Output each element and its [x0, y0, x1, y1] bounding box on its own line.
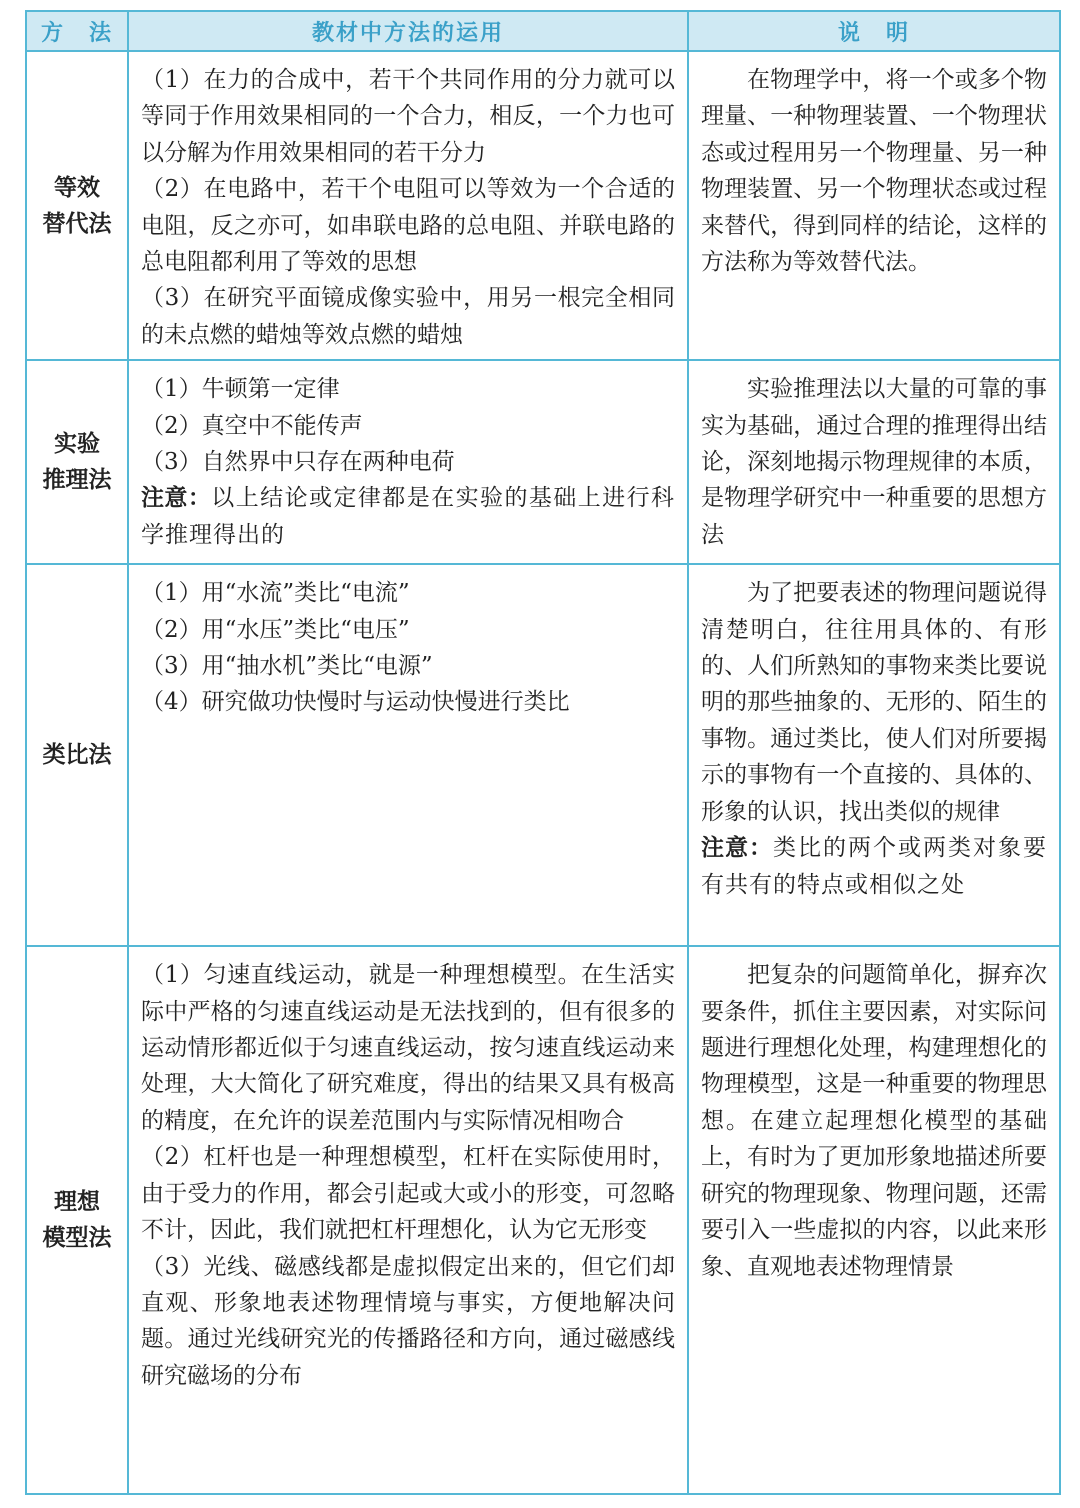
method-name-line: 类比法 [42, 742, 112, 769]
note-text: 以上结论或定律都是在实验的基础上进行科学推理得出的 [141, 485, 676, 548]
usage-item: （3）用“抽水机”类比“电源” [141, 653, 433, 680]
methods-table [25, 10, 1061, 1495]
usage-note [141, 480, 675, 553]
method-name-line: 推理法 [42, 467, 112, 494]
method-name-line: 实验 [54, 431, 100, 458]
usage-item: （1）匀速直线运动，就是一种理想模型。在生活实际中严格的匀速直线运动是无法找到的，但有很多的运动情形都近似于匀速直线运动，按匀速直线运动来处理，大大简化了研究难度，得出的结果又具有极高的精度，在允许的误差范围内与实际情况相吻合 [141, 962, 675, 1134]
note-label: 注意： [701, 835, 773, 862]
usage-item: （2）在电路中，若干个电阻可以等效为一个合适的电阻，反之亦可，如串联电路的总电阻、并联电路的总电阻都利用了等效的思想 [141, 176, 675, 276]
method-name [26, 564, 128, 946]
usage-item: （3）光线、磁感线都是虚拟假定出来的，但它们却直观、形象地表述物理情境与事实，方便地解决问题。通过光线研究光的传播路径和方向，通过磁感线研究磁场的分布 [141, 1253, 675, 1389]
usage-cell [128, 946, 688, 1494]
method-name-line: 模型法 [42, 1225, 112, 1252]
header-method: 方 法 [26, 11, 128, 51]
method-name-line: 理想 [54, 1189, 100, 1216]
note-label: 注意： [141, 485, 212, 512]
method-name-line: 等效 [54, 174, 100, 201]
table-row [26, 564, 1060, 946]
header-row [26, 11, 1060, 51]
description-cell [688, 51, 1060, 360]
method-name [26, 946, 128, 1494]
header-usage: 教材中方法的运用 [128, 11, 688, 51]
header-description: 说 明 [688, 11, 1060, 51]
table-row [26, 360, 1060, 564]
description-cell [688, 360, 1060, 564]
usage-item: （3）在研究平面镜成像实验中，用另一根完全相同的未点燃的蜡烛等效点燃的蜡烛 [141, 285, 675, 348]
method-name-line: 替代法 [42, 210, 112, 237]
description-cell [688, 946, 1060, 1494]
description-text: 在物理学中，将一个或多个物理量、一种物理装置、一个物理状态或过程用另一个物理量、另一种物理装置、另一个物理状态或过程来替代，得到同样的结论，这样的方法称为等效替代法。 [701, 67, 1047, 276]
table-row [26, 946, 1060, 1494]
description-note [701, 830, 1047, 903]
note-text: 类比的两个或两类对象要有共有的特点或相似之处 [701, 835, 1047, 898]
description-cell [688, 564, 1060, 946]
usage-cell [128, 51, 688, 360]
usage-item: （2）真空中不能传声 [141, 412, 363, 439]
usage-cell [128, 564, 688, 946]
method-name [26, 51, 128, 360]
description-text: 把复杂的问题简单化，摒弃次要条件，抓住主要因素，对实际问题进行理想化处理，构建理想化的物理模型，这是一种重要的物理思想。在建立起理想化模型的基础上，有时为了更加形象地描述所要研究的物理现象、物理问题，还需要引入一些虚拟的内容，以此来形象、直观地表述物理情景 [701, 962, 1047, 1280]
usage-item: （1）牛顿第一定律 [141, 376, 340, 403]
usage-item: （2）用“水压”类比“电压” [141, 616, 410, 643]
description-text: 为了把要表述的物理问题说得清楚明白，往往用具体的、有形的、人们所熟知的事物来类比要说明的那些抽象的、无形的、陌生的事物。通过类比，使人们对所要揭示的事物有一个直接的、具体的、形象的认识，找出类似的规律 [701, 580, 1047, 825]
table-row [26, 51, 1060, 360]
method-name [26, 360, 128, 564]
usage-item: （1）在力的合成中，若干个共同作用的分力就可以等同于作用效果相同的一个合力，相反，一个力也可以分解为作用效果相同的若干分力 [141, 67, 675, 166]
usage-item: （2）杠杆也是一种理想模型，杠杆在实际使用时，由于受力的作用，都会引起或大或小的形变，可忽略不计，因此，我们就把杠杆理想化，认为它无形变 [141, 1144, 675, 1244]
usage-item: （3）自然界中只存在两种电荷 [141, 449, 455, 476]
usage-item: （1）用“水流”类比“电流” [141, 580, 410, 607]
description-text: 实验推理法以大量的可靠的事实为基础，通过合理的推理得出结论，深刻地揭示物理规律的本质，是物理学研究中一种重要的思想方法 [701, 376, 1047, 548]
usage-item: （4）研究做功快慢时与运动快慢进行类比 [141, 689, 570, 716]
usage-cell [128, 360, 688, 564]
